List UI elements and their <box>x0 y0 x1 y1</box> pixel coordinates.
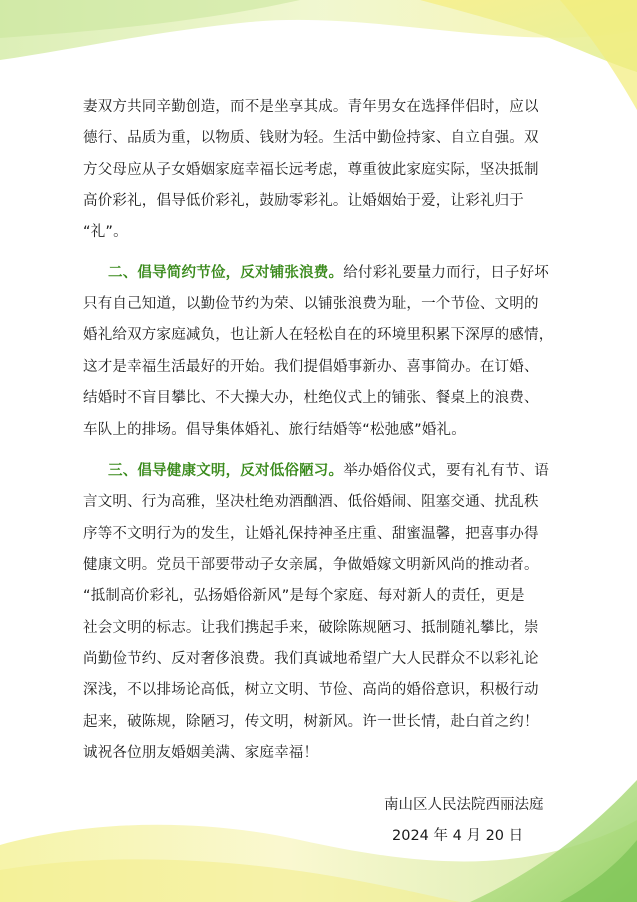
paragraph-3-line-9 <box>83 712 539 732</box>
paragraph-3-line-10 <box>83 743 318 763</box>
line-text: 车队上的排场。倡导集体婚礼、旅行结婚等“松弛感”婚礼。 <box>83 422 466 438</box>
line-text: 举办婚俗仪式，要有礼有节、语 <box>343 463 550 479</box>
paragraph-1-line-1 <box>83 97 539 117</box>
paragraph-1-line-3 <box>83 160 539 180</box>
line-text: 诚祝各位朋友婚姻美满、家庭幸福！ <box>83 745 319 761</box>
paragraph-3-line-1 <box>108 461 549 481</box>
line-text: 德行、品质为重，以物质、钱财为轻。生活中勤俭持家、自立自强。双 <box>83 130 539 146</box>
paragraph-3-line-8 <box>83 680 539 700</box>
line-text: 高价彩礼，倡导低价彩礼，鼓励零彩礼。让婚姻始于爱，让彩礼归于 <box>83 193 524 209</box>
section-heading: 三、倡导健康文明，反对低俗陋习。 <box>108 463 344 479</box>
paragraph-3-line-5 <box>83 586 525 606</box>
line-text: 言文明、行为高雅，坚决杜绝劝酒酗酒、低俗婚闹、阻塞交通、扰乱秩 <box>83 494 539 510</box>
line-text: 给付彩礼要量力而行，日子好坏 <box>343 265 550 281</box>
line-text: 婚礼给双方家庭减负，也让新人在轻松自在的环境里积累下深厚的感情， <box>83 327 554 343</box>
paragraph-3-line-6 <box>83 618 539 638</box>
line-text: 起来，破陈规，除陋习，传文明，树新风。许一世长情，赴白首之约！ <box>83 714 539 730</box>
paragraph-1-line-5 <box>83 222 128 242</box>
signature-organization: 南山区人民法院西丽法庭 <box>384 797 544 813</box>
line-text: “礼”。 <box>83 224 128 240</box>
paragraph-3-line-2 <box>83 492 539 512</box>
section-heading: 二、倡导简约节俭，反对铺张浪费。 <box>108 265 344 281</box>
signature-date: 2024 年 4 月 20 日 <box>392 828 524 844</box>
paragraph-3-line-7 <box>83 649 539 669</box>
line-text: “抵制高价彩礼，弘扬婚俗新风”是每个家庭、每对新人的责任，更是 <box>83 588 525 604</box>
paragraph-1-line-4 <box>83 191 524 211</box>
paragraph-2-line-2 <box>83 294 539 314</box>
paragraph-2-line-1 <box>108 263 549 283</box>
line-text: 深浅，不以排场论高低，树立文明、节俭、高尚的婚俗意识，积极行动 <box>83 682 539 698</box>
line-text: 尚勤俭节约、反对奢侈浪费。我们真诚地希望广大人民群众不以彩礼论 <box>83 651 539 667</box>
line-text: 社会文明的标志。让我们携起手来，破除陈规陋习、抵制随礼攀比，崇 <box>83 620 539 636</box>
line-text: 序等不文明行为的发生，让婚礼保持神圣庄重、甜蜜温馨，把喜事办得 <box>83 526 539 542</box>
paragraph-2-line-6 <box>83 420 466 440</box>
line-text: 结婚时不盲目攀比、不大操大办，杜绝仪式上的铺张、餐桌上的浪费、 <box>83 390 539 406</box>
paragraph-1-line-2 <box>83 128 539 148</box>
paragraph-3-line-3 <box>83 524 539 544</box>
line-text: 方父母应从子女婚姻家庭幸福长远考虑，尊重彼此家庭实际，坚决抵制 <box>83 162 539 178</box>
paragraph-2-line-5 <box>83 388 539 408</box>
paragraph-2-line-3 <box>83 325 553 345</box>
line-text: 妻双方共同辛勤创造，而不是坐享其成。青年男女在选择伴侣时，应以 <box>83 99 539 115</box>
line-text: 只有自己知道，以勤俭节约为荣、以铺张浪费为耻，一个节俭、文明的 <box>83 296 539 312</box>
paragraph-2-line-4 <box>83 357 539 377</box>
line-text: 这才是幸福生活最好的开始。我们提倡婚事新办、喜事简办。在订婚、 <box>83 359 539 375</box>
line-text: 健康文明。党员干部要带动子女亲属，争做婚嫁文明新风尚的推动者。 <box>83 557 539 573</box>
paragraph-3-line-4 <box>83 555 539 575</box>
